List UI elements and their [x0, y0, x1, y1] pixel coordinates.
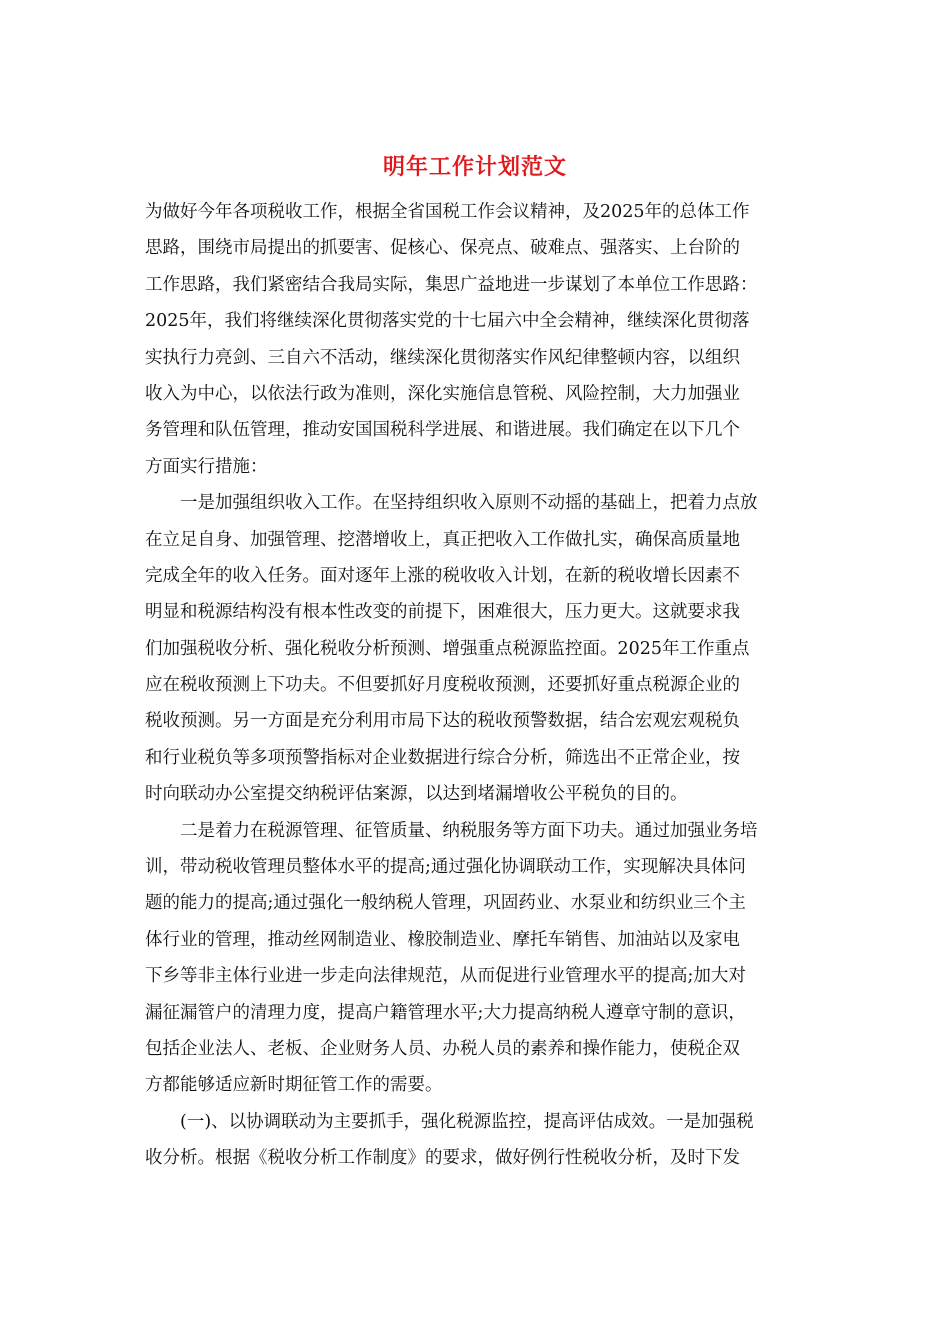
text-line: 应在税收预测上下功夫。不但要抓好月度税收预测，还要抓好重点税源企业的	[145, 675, 740, 696]
text-line: 实执行力亮剑、三自六不活动，继续深化贯彻落实作风纪律整顿内容，以组织	[145, 347, 740, 368]
text-line: 税收预测。另一方面是充分利用市局下达的税收预警数据，结合宏观宏观税负	[145, 711, 740, 732]
text-line: 为做好今年各项税收工作，根据全省国税工作会议精神，及2025年的总体工作	[145, 202, 750, 222]
text-line: 工作思路，我们紧密结合我局实际，集思广益地进一步谋划了本单位工作思路：	[145, 274, 758, 295]
text-line: 完成全年的收入任务。面对逐年上涨的税收收入计划，在新的税收增长因素不	[145, 565, 740, 586]
text-line: 思路，围绕市局提出的抓要害、促核心、保亮点、破难点、强落实、上台阶的	[145, 238, 740, 259]
paragraph-start-line: 一是加强组织收入工作。在坚持组织收入原则不动摇的基础上，把着力点放	[180, 493, 758, 514]
text-line: 方都能够适应新时期征管工作的需要。	[145, 1075, 443, 1096]
document-title: 明年工作计划范文	[382, 154, 567, 180]
text-line: 和行业税负等多项预警指标对企业数据进行综合分析，筛选出不正常企业，按	[145, 747, 740, 768]
text-line: 训，带动税收管理员整体水平的提高;通过强化协调联动工作，实现解决具体问	[145, 857, 746, 878]
text-line: 题的能力的提高;通过强化一般纳税人管理，巩固药业、水泵业和纺织业三个主	[145, 893, 746, 914]
text-line: 收分析。根据《税收分析工作制度》的要求，做好例行性税收分析，及时下发	[145, 1148, 740, 1169]
paragraph-start-line: (一)、以协调联动为主要抓手，强化税源监控，提高评估成效。一是加强税	[180, 1111, 754, 1132]
text-line: 收入为中心，以依法行政为准则，深化实施信息管税、风险控制，大力加强业	[145, 383, 740, 404]
text-line: 2025年，我们将继续深化贯彻落实党的十七届六中全会精神，继续深化贯彻落	[145, 311, 750, 332]
text-line: 务管理和队伍管理，推动安国国税科学进展、和谐进展。我们确定在以下几个	[145, 420, 740, 441]
text-line: 下乡等非主体行业进一步走向法律规范，从而促进行业管理水平的提高;加大对	[145, 966, 746, 987]
paragraph-start-line: 二是着力在税源管理、征管质量、纳税服务等方面下功夫。通过加强业务培	[180, 820, 758, 841]
text-line: 时向联动办公室提交纳税评估案源，以达到堵漏增收公平税负的目的。	[145, 784, 688, 805]
text-line: 在立足自身、加强管理、挖潜增收上，真正把收入工作做扎实，确保高质量地	[145, 529, 740, 550]
document-body	[145, 194, 805, 1177]
text-line: 包括企业法人、老板、企业财务人员、办税人员的素养和操作能力，使税企双	[145, 1038, 740, 1059]
text-line: 体行业的管理，推动丝网制造业、橡胶制造业、摩托车销售、加油站以及家电	[145, 929, 740, 950]
text-line: 方面实行措施：	[145, 456, 268, 477]
text-line: 明显和税源结构没有根本性改变的前提下，困难很大，压力更大。这就要求我	[145, 602, 740, 623]
text-line: 漏征漏管户的清理力度，提高户籍管理水平;大力提高纳税人遵章守制的意识，	[145, 1002, 746, 1023]
text-line: 们加强税收分析、强化税收分析预测、增强重点税源监控面。2025年工作重点	[145, 638, 750, 659]
